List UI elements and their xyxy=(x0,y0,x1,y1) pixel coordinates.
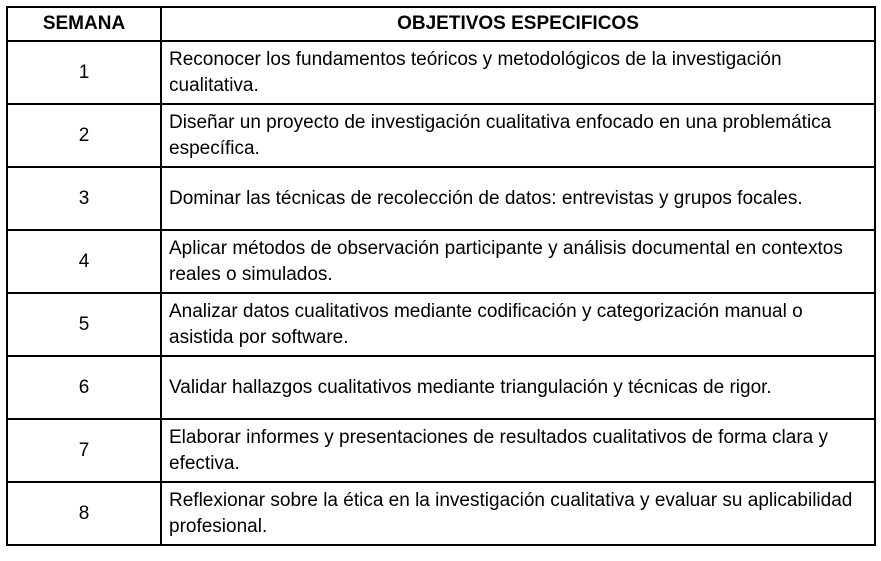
table-row xyxy=(7,356,875,419)
table-row xyxy=(7,104,875,167)
table-row xyxy=(7,419,875,482)
objective-text: Elaborar informes y presentaciones de resultados cualitativos de forma clara y efectiva. xyxy=(161,419,875,482)
objective-text: Analizar datos cualitativos mediante codificación y categorización manual o asistida por software. xyxy=(161,293,875,356)
table-row xyxy=(7,41,875,104)
week-number: 4 xyxy=(7,230,161,293)
header-row xyxy=(7,7,875,41)
objective-text: Reflexionar sobre la ética en la investigación cualitativa y evaluar su aplicabilidad profesional. xyxy=(161,482,875,545)
objective-text: Reconocer los fundamentos teóricos y metodológicos de la investigación cualitativa. xyxy=(161,41,875,104)
objective-text: Dominar las técnicas de recolección de datos: entrevistas y grupos focales. xyxy=(161,167,875,230)
table-row xyxy=(7,167,875,230)
objective-text: Diseñar un proyecto de investigación cualitativa enfocado en una problemática específica. xyxy=(161,104,875,167)
week-number: 5 xyxy=(7,293,161,356)
week-number: 3 xyxy=(7,167,161,230)
objective-text: Validar hallazgos cualitativos mediante triangulación y técnicas de rigor. xyxy=(161,356,875,419)
week-number: 6 xyxy=(7,356,161,419)
objective-text: Aplicar métodos de observación participante y análisis documental en contextos reales o simulados. xyxy=(161,230,875,293)
table-row xyxy=(7,230,875,293)
week-number: 1 xyxy=(7,41,161,104)
header-week: SEMANA xyxy=(7,7,161,41)
table-row xyxy=(7,482,875,545)
header-objectives: OBJETIVOS ESPECIFICOS xyxy=(161,7,875,41)
table-row xyxy=(7,293,875,356)
week-number: 7 xyxy=(7,419,161,482)
objectives-table xyxy=(6,6,876,546)
week-number: 8 xyxy=(7,482,161,545)
week-number: 2 xyxy=(7,104,161,167)
